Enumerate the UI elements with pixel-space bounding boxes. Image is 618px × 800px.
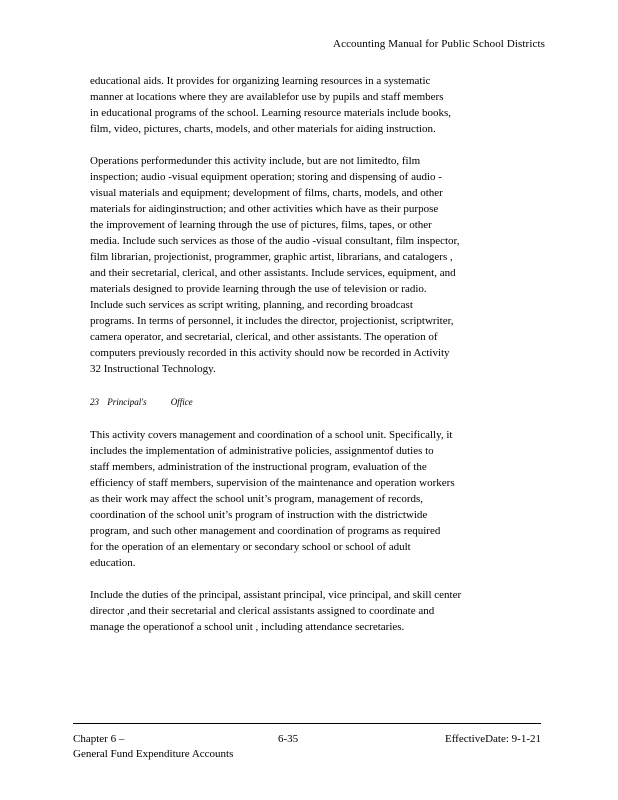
footer-divider: [73, 723, 541, 724]
text-line: Include such services as script writing, planning, and recording broadcast: [90, 299, 413, 311]
text-line: Include the duties of the principal, assistant principal, vice principal, and skill center: [90, 589, 462, 601]
text-line: computers previously recorded in this activity should now be recorded in Activity: [90, 347, 450, 359]
text-line: inspection; audio -visual equipment operation; storing and dispensing of audio -: [90, 171, 442, 183]
text-line: as their work may affect the school unit’s program, management of records,: [90, 493, 424, 505]
text-line: camera operator, and secretarial, clerical, and other assistants. The operation of: [90, 331, 438, 343]
section-title-part: Office: [170, 397, 193, 407]
text-line: Operations performedunder this activity include, but are not limitedto, film: [90, 155, 421, 167]
section-heading: [90, 397, 193, 407]
text-line: coordination of the school unit’s program of instruction with the districtwide: [90, 509, 428, 521]
text-line: and their secretarial, clerical, and other assistants. Include services, equipment, and: [90, 267, 456, 279]
section-title-part: Principal's: [107, 397, 147, 407]
footer-subtitle: General Fund Expenditure Accounts: [73, 748, 234, 760]
text-line: director ,and their secretarial and clerical assistants assigned to coordinate and: [90, 605, 435, 617]
text-line: educational aids. It provides for organizing learning resources in a systematic: [90, 75, 431, 87]
paragraph-operations: [90, 153, 530, 377]
paragraph-educational-aids: [90, 73, 530, 137]
text-line: for the operation of an elementary or secondary school or school of adult: [90, 541, 411, 553]
text-line: education.: [90, 557, 136, 569]
text-line: staff members, administration of the instructional program, evaluation of the: [90, 461, 427, 473]
text-line: manage the operationof a school unit , including attendance secretaries.: [90, 621, 405, 633]
text-line: includes the implementation of administrative policies, assignmentof duties to: [90, 445, 434, 457]
text-line: media. Include such services as those of the audio -visual consultant, film inspector,: [90, 235, 460, 247]
section-number: 23: [90, 397, 99, 407]
text-line: materials for aidinginstruction; and other activities which have as their purpose: [90, 203, 439, 215]
text-line: materials designed to provide learning through the use of television or radio.: [90, 283, 427, 295]
running-header: Accounting Manual for Public School Districts: [333, 38, 545, 50]
text-line: program, and such other management and coordination of programs as required: [90, 525, 441, 537]
text-line: the improvement of learning through the use of pictures, films, tapes, or other: [90, 219, 432, 231]
text-line: 32 Instructional Technology.: [90, 363, 216, 375]
footer-effective-date: EffectiveDate: 9-1-21: [444, 733, 541, 745]
text-line: efficiency of staff members, supervision of the maintenance and operation workers: [90, 477, 455, 489]
text-line: in educational programs of the school. Learning resource materials include books,: [90, 107, 452, 119]
text-line: programs. In terms of personnel, it includes the director, projectionist, scriptwriter,: [90, 315, 454, 327]
paragraph-include-duties: [90, 587, 530, 635]
paragraph-principals-office: [90, 427, 530, 571]
text-line: This activity covers management and coordination of a school unit. Specifically, it: [90, 429, 453, 441]
text-line: film librarian, projectionist, programmer, graphic artist, librarians, and catalogers ,: [90, 251, 453, 263]
text-line: visual materials and equipment; development of films, charts, models, and other: [90, 187, 443, 199]
footer-page-number: 6-35: [278, 733, 299, 745]
footer-chapter: Chapter 6 –: [73, 733, 125, 745]
text-line: manner at locations where they are availablefor use by pupils and staff members: [90, 91, 444, 103]
text-line: film, video, pictures, charts, models, and other materials for aiding instruction.: [90, 123, 436, 135]
